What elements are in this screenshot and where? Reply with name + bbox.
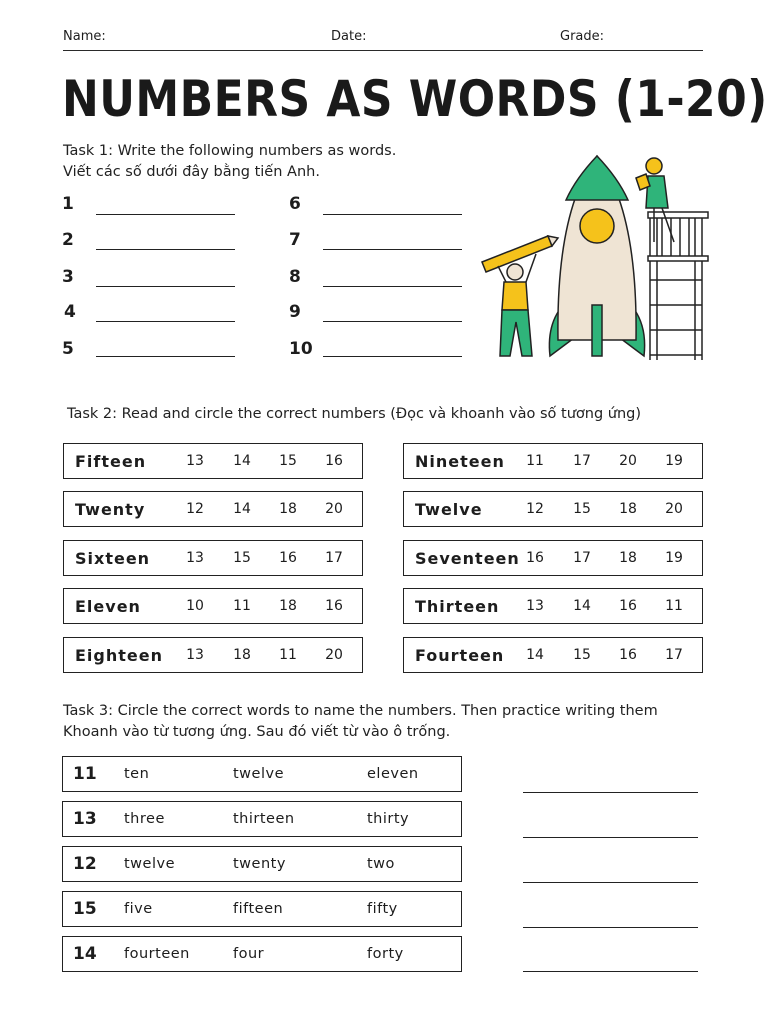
number-word-card <box>403 540 703 576</box>
number-option[interactable]: 16 <box>526 550 544 566</box>
number-word-card <box>403 588 703 624</box>
number-option[interactable]: 14 <box>233 453 251 469</box>
task1-number: 6 <box>289 194 301 214</box>
number-word: Nineteen <box>415 452 505 471</box>
number-word: Twelve <box>415 500 483 519</box>
grade-label: Grade: <box>560 29 605 44</box>
number-option[interactable]: 16 <box>619 598 637 614</box>
number-word-card <box>63 588 363 624</box>
answer-line[interactable] <box>523 837 698 838</box>
number-option[interactable]: 10 <box>186 598 204 614</box>
row-number: 15 <box>73 899 97 919</box>
scaffold-icon <box>648 212 708 360</box>
number-option[interactable]: 20 <box>619 453 637 469</box>
word-option[interactable]: forty <box>367 946 404 962</box>
word-option[interactable]: thirty <box>367 811 410 827</box>
number-option[interactable]: 20 <box>325 501 343 517</box>
word-option[interactable]: five <box>124 901 153 917</box>
number-option[interactable]: 11 <box>665 598 683 614</box>
number-option[interactable]: 13 <box>186 647 204 663</box>
rocket-illustration <box>478 150 710 364</box>
task1-number: 9 <box>289 302 301 322</box>
task2-instruction: Task 2: Read and circle the correct numbers (Đọc và khoanh vào số tương ứng) <box>67 406 641 422</box>
row-number: 12 <box>73 854 97 874</box>
word-option[interactable]: twelve <box>124 856 175 872</box>
number-word-card <box>63 443 363 479</box>
word-option[interactable]: two <box>367 856 395 872</box>
name-label: Name: <box>63 29 106 44</box>
number-option[interactable]: 18 <box>619 550 637 566</box>
answer-line[interactable] <box>96 214 235 215</box>
number-option[interactable]: 15 <box>573 647 591 663</box>
number-word: Fourteen <box>415 646 505 665</box>
answer-line[interactable] <box>323 286 462 287</box>
task3-instruction-vi: Khoanh vào từ tương ứng. Sau đó viết từ vào ô trống. <box>63 724 451 740</box>
number-option[interactable]: 14 <box>526 647 544 663</box>
number-word: Fifteen <box>75 452 147 471</box>
answer-line[interactable] <box>323 249 462 250</box>
number-option[interactable]: 12 <box>186 501 204 517</box>
number-option[interactable]: 15 <box>279 453 297 469</box>
number-option[interactable]: 13 <box>526 598 544 614</box>
answer-line[interactable] <box>523 882 698 883</box>
number-option[interactable]: 18 <box>279 501 297 517</box>
number-word: Seventeen <box>415 549 520 568</box>
number-option[interactable]: 18 <box>279 598 297 614</box>
number-choice-row <box>62 846 462 882</box>
number-choice-row <box>62 801 462 837</box>
number-option[interactable]: 16 <box>325 598 343 614</box>
answer-line[interactable] <box>323 356 462 357</box>
task1-number: 5 <box>62 339 74 359</box>
number-option[interactable]: 18 <box>619 501 637 517</box>
task1-number: 3 <box>62 267 74 287</box>
number-word: Eleven <box>75 597 141 616</box>
date-label: Date: <box>331 29 367 44</box>
number-option[interactable]: 17 <box>665 647 683 663</box>
number-option[interactable]: 19 <box>665 453 683 469</box>
number-option[interactable]: 13 <box>186 550 204 566</box>
number-word: Eighteen <box>75 646 163 665</box>
answer-line[interactable] <box>96 321 235 322</box>
word-option[interactable]: ten <box>124 766 150 782</box>
number-word-card <box>403 491 703 527</box>
word-option[interactable]: thirteen <box>233 811 295 827</box>
answer-line[interactable] <box>96 356 235 357</box>
task1-number: 7 <box>289 230 301 250</box>
number-option[interactable]: 14 <box>233 501 251 517</box>
number-word-card <box>63 637 363 673</box>
word-option[interactable]: three <box>124 811 165 827</box>
number-option[interactable]: 13 <box>186 453 204 469</box>
answer-line[interactable] <box>96 249 235 250</box>
number-option[interactable]: 19 <box>665 550 683 566</box>
number-option[interactable]: 16 <box>325 453 343 469</box>
number-word-card <box>63 491 363 527</box>
word-option[interactable]: fourteen <box>124 946 190 962</box>
number-option[interactable]: 11 <box>233 598 251 614</box>
number-option[interactable]: 15 <box>573 501 591 517</box>
word-option[interactable]: eleven <box>367 766 419 782</box>
rocket-icon <box>549 156 644 356</box>
task1-number: 1 <box>62 194 74 214</box>
number-option[interactable]: 11 <box>526 453 544 469</box>
answer-line[interactable] <box>523 971 698 972</box>
number-word: Twenty <box>75 500 146 519</box>
answer-line[interactable] <box>96 286 235 287</box>
number-option[interactable]: 14 <box>573 598 591 614</box>
word-option[interactable]: twelve <box>233 766 284 782</box>
task1-number: 4 <box>64 302 76 322</box>
number-option[interactable]: 18 <box>233 647 251 663</box>
task1-number: 8 <box>289 267 301 287</box>
header-row <box>63 29 703 51</box>
number-option[interactable]: 17 <box>573 550 591 566</box>
number-option[interactable]: 11 <box>279 647 297 663</box>
girl-on-scaffold-icon <box>636 158 674 242</box>
number-choice-row <box>62 756 462 792</box>
number-option[interactable]: 12 <box>526 501 544 517</box>
number-option[interactable]: 16 <box>279 550 297 566</box>
number-word-card <box>403 443 703 479</box>
number-option[interactable]: 20 <box>325 647 343 663</box>
page-title: NUMBERS AS WORDS (1-20) <box>62 70 768 128</box>
answer-line[interactable] <box>323 214 462 215</box>
word-option[interactable]: twenty <box>233 856 286 872</box>
row-number: 13 <box>73 809 97 829</box>
task3-instruction: Task 3: Circle the correct words to name the numbers. Then practice writing them <box>63 703 658 719</box>
number-choice-row <box>62 891 462 927</box>
number-option[interactable]: 17 <box>573 453 591 469</box>
number-option[interactable]: 17 <box>325 550 343 566</box>
task1-instruction: Task 1: Write the following numbers as words. <box>63 143 397 159</box>
task1-instruction-vi: Viết các số dưới đây bằng tiến Anh. <box>63 164 320 180</box>
row-number: 14 <box>73 944 97 964</box>
number-word-card <box>63 540 363 576</box>
word-option[interactable]: fifteen <box>233 901 284 917</box>
number-word: Thirteen <box>415 597 500 616</box>
word-option[interactable]: four <box>233 946 265 962</box>
number-word: Sixteen <box>75 549 151 568</box>
boy-with-pencil-icon <box>482 236 558 356</box>
answer-line[interactable] <box>523 792 698 793</box>
number-choice-row <box>62 936 462 972</box>
row-number: 11 <box>73 764 97 784</box>
answer-line[interactable] <box>523 927 698 928</box>
task1-number: 2 <box>62 230 74 250</box>
number-option[interactable]: 20 <box>665 501 683 517</box>
number-option[interactable]: 16 <box>619 647 637 663</box>
number-option[interactable]: 15 <box>233 550 251 566</box>
number-word-card <box>403 637 703 673</box>
word-option[interactable]: fifty <box>367 901 398 917</box>
task1-number: 10 <box>289 339 313 359</box>
answer-line[interactable] <box>323 321 462 322</box>
